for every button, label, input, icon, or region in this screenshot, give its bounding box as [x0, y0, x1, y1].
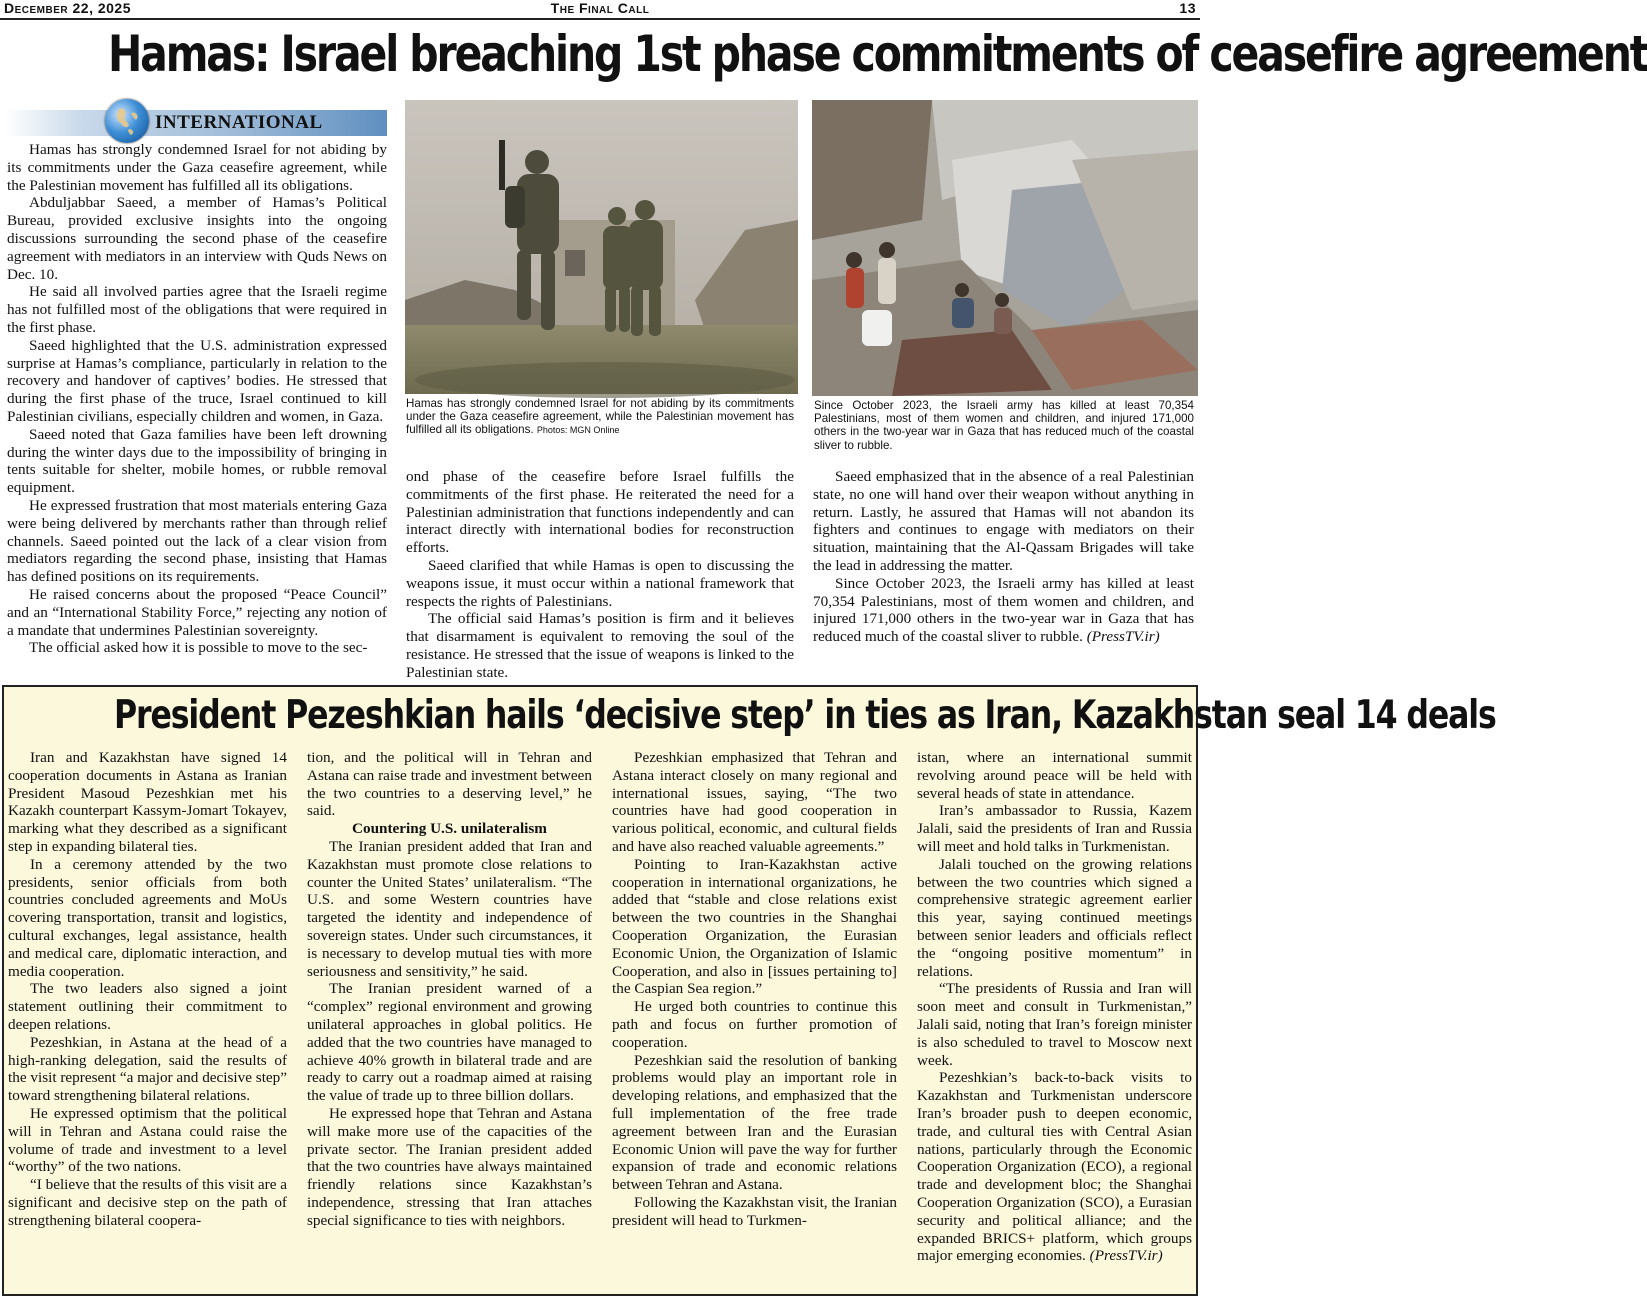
rubble-photo	[812, 100, 1198, 396]
paragraph: istan, where an international summit revolving around peace will be held with several heads of state in attendance.	[917, 749, 1192, 802]
paragraph: He said all involved parties agree that the Israeli regime has not fulfilled most of the obligations that were required in the first phase.	[7, 283, 387, 336]
paper-name: The Final Call	[550, 0, 650, 16]
photo-credit: Photos: MGN Online	[536, 425, 620, 436]
masthead	[0, 0, 1200, 20]
paragraph: “I believe that the results of this visit are a significant and decisive step on the path of strengthening bilateral coopera-	[8, 1176, 287, 1229]
soldiers-photo	[405, 100, 798, 394]
paragraph: He expressed frustration that most materials entering Gaza were being delivered by merchants rather than through relief channels. Saeed pointed out the lack of a clear vision from mediators regarding the second phase, insisting that Hamas has defined positions on its requirements.	[7, 496, 387, 586]
byline: (PressTV.ir)	[1089, 1247, 1163, 1265]
paragraph: Jalali touched on the growing relations between the two countries which signed a comprehensive strategic agreement earlier this year, saying continued meetings between senior leaders and officials reflect the “ongoing positive momentum” in relations.	[917, 855, 1192, 980]
paragraph: He expressed hope that Tehran and Astana will make more use of the capacities of the private sector. The Iranian president added that the two countries have always maintained friendly relations since Kazakhstan’s independence, stressing that Iran attaches special significance to ties with neighbors.	[307, 1104, 592, 1229]
paragraph: The official said Hamas’s position is firm and it believes that disarmament is equivalent to removing the soul of the resistance. He stressed that the issue of weapons is linked to the Palestinian state.	[406, 610, 794, 681]
paragraph: Pezeshkian said the resolution of banking problems would play an important role in developing relations, and emphasized that the full implementation of the free trade agreement between Iran and the Eurasian Economic Union will pave the way for further expansion of trade and economic relations between Tehran and Astana.	[612, 1051, 897, 1194]
paragraph: The Iranian president added that Iran and Kazakhstan must promote close relations to counter the United States’ unilateralism. “The U.S. and some Western countries have targeted the identity and independence of sovereign states. Under such circumstances, it is necessary to develop mutual ties with more seriousness and sensitivity,” he said.	[307, 837, 592, 980]
paragraph: Saeed noted that Gaza families have been left drowning during the winter days due to the impossibility of bringing in tents suitable for shelter, mobile homes, or rubble removal equipment.	[7, 425, 387, 497]
paragraph-text: Since October 2023, the Israeli army has killed at least 70,354 Palestinians, most of them women and children, and injured 171,000 others in the two-year war in Gaza that has reduced much of the coastal sliver to rubble.	[813, 574, 1194, 646]
section-label: INTERNATIONAL	[155, 112, 323, 133]
article1-column-2	[406, 468, 794, 682]
paragraph: Abduljabbar Saeed, a member of Hamas’s Political Bureau, provided exclusive insights into the ongoing discussions surrounding the second phase of the ceasefire agreement with mediators in an interview with Quds News on Dec. 10.	[7, 194, 387, 283]
globe-icon	[105, 99, 149, 143]
paragraph: The two leaders also signed a joint statement outlining their commitment to deepen relations.	[8, 980, 287, 1033]
paragraph: He expressed optimism that the political will in Tehran and Astana could raise the volume of trade and investment to a level “worthy” of the two nations.	[8, 1104, 287, 1176]
article1-column-3	[813, 468, 1194, 646]
subheading: Countering U.S. unilateralism	[352, 820, 547, 838]
paragraph: tion, and the political will in Tehran and Astana can raise trade and investment between the two countries to a deserving level,” he said.	[307, 749, 592, 820]
paragraph: Pezeshkian emphasized that Tehran and Astana interact closely on many regional and international issues, saying, “The two countries have had good cooperation in various political, economic, and cultural fields and have also reached valuable agreements.”	[612, 749, 897, 855]
paragraph	[917, 1069, 1192, 1265]
article2-headline: President Pezeshkian hails ‘decisive step’ in ties as Iran, Kazakhstan seal 14 deals	[114, 693, 1496, 738]
article2-column-2	[307, 749, 592, 1230]
paragraph	[813, 575, 1194, 646]
paragraph: Pointing to Iran-Kazakhstan active cooperation in international organizations, he added that “stable and close relations exist between the two countries in the Shanghai Cooperation Organization, the Eurasian Economic Union, the Organization of Islamic Cooperation, and also in [issues pertaining to] the Caspian Sea region.”	[612, 855, 897, 998]
paragraph: Saeed clarified that while Hamas is open to discussing the weapons issue, it must occur within a national framework that respects the rights of Palestinians.	[406, 556, 794, 610]
caption-text: Hamas has strongly condemned Israel for not abiding by its commitments under the Gaza ceasefire agreement, while the Palestinian movement has fulfilled all its obligations.	[406, 397, 794, 437]
paragraph: The Iranian president warned of a “complex” regional environment and growing unilateral approaches in global politics. He added that the two countries have managed to achieve 40% growth in bilateral trade and are ready to carry out a roadmap aimed at raising the value of trade up to three billion dollars.	[307, 980, 592, 1105]
paragraph: Saeed highlighted that the U.S. administration expressed surprise at Hamas’s compliance, particularly in relation to the recovery and handover of captives’ bodies. He stressed that during the first phase of the truce, Israel continued to kill Palestinian civilians, especially children and women, in Gaza.	[7, 336, 387, 425]
rubble-photo-caption: Since October 2023, the Israeli army has killed at least 70,354 Palestinians, most of them women and children, and injured 171,000 others in the two-year war in Gaza that has reduced much of the coastal sliver to rubble.	[814, 399, 1194, 452]
paragraph: Iran’s ambassador to Russia, Kazem Jalali, said the presidents of Iran and Russia will meet and hold talks in Turkmenistan.	[917, 802, 1192, 855]
article1-headline: Hamas: Israel breaching 1st phase commitments of ceasefire agreement	[108, 25, 1647, 83]
paragraph: He raised concerns about the proposed “Peace Council” and an “International Stability Force,” rejecting any notion of a mandate that undermines Palestinian sovereignty.	[7, 585, 387, 639]
issue-date: December 22, 2025	[4, 0, 132, 16]
paragraph: ond phase of the ceasefire before Israel fulfills the commitments of the first phase. He reiterated the need for a Palestinian administration that functions independently and can interact directly with international bodies for reconstruction efforts.	[406, 468, 794, 557]
paragraph-text: Pezeshkian’s back-to-back visits to Kazakhstan and Turkmenistan underscore Iran’s broader push to deepen economic, trade, and cultural ties with Central Asian nations, particularly through the Economic Cooperation Organization (ECO), a regional trade and development bloc; the Shanghai Cooperation Organization (SCO), a Eurasian security and political alliance; and the expanded BRICS+ platform, which groups major emerging economies.	[917, 1069, 1192, 1265]
paragraph: Iran and Kazakhstan have signed 14 cooperation documents in Astana as Iranian President Masoud Pezeshkian met his Kazakh counterpart Kassym-Jomart Tokayev, marking what they described as a significant step in expanding bilateral ties.	[8, 749, 287, 855]
paragraph: Saeed emphasized that in the absence of a real Palestinian state, no one will hand over their weapon without anything in return. Lastly, he assured that Hamas will not abandon its fighters and continues to engage with mediators on their situation, maintaining that the Al-Qassam Brigades will take the lead in addressing the matter.	[813, 468, 1194, 574]
paragraph: The official asked how it is possible to move to the sec-	[29, 639, 368, 657]
article2-column-3	[612, 749, 897, 1230]
paragraph: He urged both countries to continue this path and focus on further promotion of cooperation.	[612, 998, 897, 1051]
paragraph: Following the Kazakhstan visit, the Iranian president will head to Turkmen-	[612, 1193, 897, 1229]
paragraph: In a ceremony attended by the two presidents, senior officials from both countries concluded agreements and MoUs covering transportation, transit and logistics, cultural exchanges, legal assistance, health and medical care, diplomatic interaction, and media cooperation.	[8, 855, 287, 980]
article1-column-1	[7, 141, 387, 657]
paragraph: Pezeshkian, in Astana at the head of a high-ranking delegation, said the results of the visit represent “a major and decisive step” toward strengthening bilateral relations.	[8, 1033, 287, 1105]
article2-column-4	[917, 749, 1192, 1265]
section-banner	[5, 110, 387, 136]
byline: (PressTV.ir)	[1086, 628, 1160, 646]
paragraph: Hamas has strongly condemned Israel for not abiding by its commitments under the Gaza ceasefire agreement, while the Palestinian movement has fulfilled all its obligations.	[7, 141, 387, 194]
paragraph: “The presidents of Russia and Iran will soon meet and consult in Turkmenistan,” Jalali said, noting that Iran’s foreign minister is also scheduled to travel to Moscow next week.	[917, 980, 1192, 1069]
page-number: 13	[1179, 0, 1196, 16]
soldiers-photo-caption	[406, 397, 794, 438]
article2-column-1	[8, 749, 287, 1230]
